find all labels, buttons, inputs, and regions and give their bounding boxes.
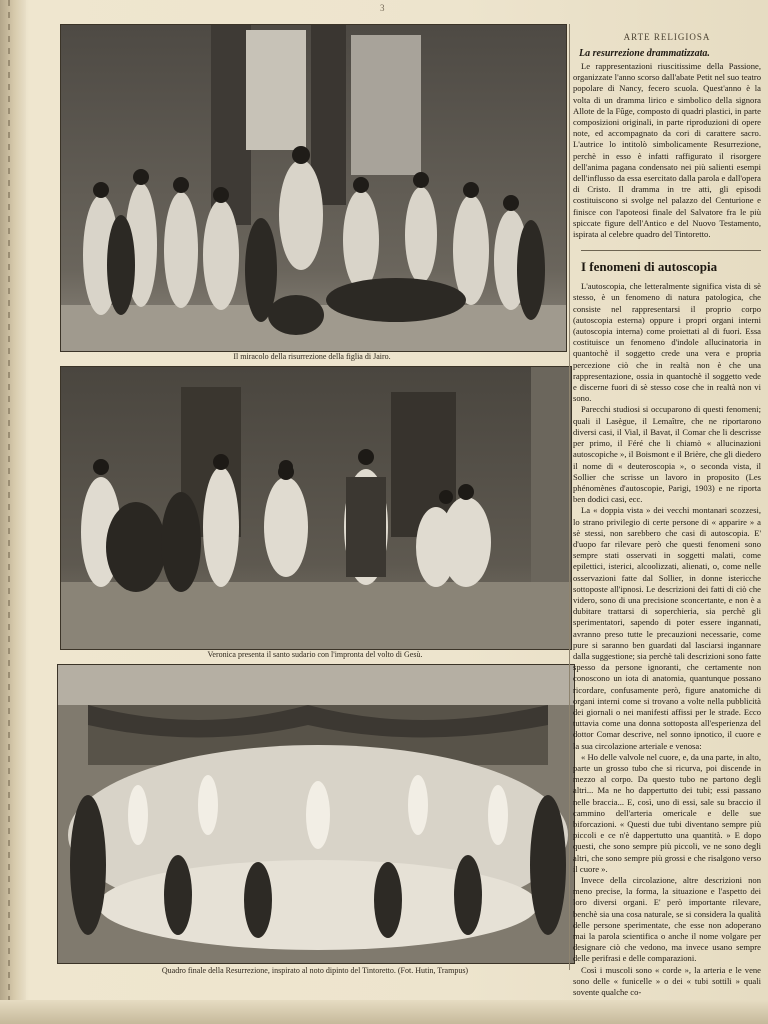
- stage-scene-veronica: [61, 367, 571, 649]
- page-bottom-edge: [0, 1000, 768, 1024]
- page-spine: [0, 0, 26, 1024]
- stage-scene-finale: [58, 665, 574, 963]
- article2-paragraph: L'autoscopia, che letteralmente significa vista di sè stesso, è un fenomeno di natura patologica, che consiste nel rappresentarsi il proprio corpo (autoscopia esterna) oppure i propri organi interni (autoscopia interna) come proiettati al di fuori. Essa costituisce un fenomeno d'indole allucinatoria in quantochè il soggetto crede una vera e propria percezione ciò che in realtà non è che una rappresentazione, ossia in quantochè il soggetto vede e discerne fuori di sè stesso cose che in realtà non vi sono.: [573, 281, 761, 404]
- photo-caption-veronica: Veronica presenta il santo sudario con l'impronta del volto di Gesù.: [207, 650, 423, 659]
- article2-paragraph: « Ho delle valvole nel cuore, e, da una parte, in alto, parte un grosso tubo che si ricurva, poi discende in mezzo al corpo. Da questo tubo ne partono degli altri... Ma ne ho dappertutto dei tubi; essi passano nelle braccia... E, così, uno di essi, sale su braccio il cammino dell'arteria omericale e delle sue biforcazioni. « Questi due tubi diventano sempre più piccoli e ce n'è dappertutto una quantità. » E dopo questi, che sono sempre più piccoli, ve ne sono degli altri, che sono sempre più grossi e che risalgono verso il cuore ».: [573, 751, 761, 874]
- photo-caption-finale: Quadro finale della Resurrezione, inspirato al noto dipinto del Tintoretto. (Fot. Hutin, Trampus): [161, 966, 469, 975]
- photo-caption-jairo: Il miracolo della risurrezione della figlia di Jairo.: [233, 352, 391, 361]
- article-body: Le rappresentazioni riuscitissime della Passione, organizzate l'anno scorso dall'abate Petit nel suo teatro popolare di Nancy, fecero scuola. Quest'anno è la volta di un dramma lirico e simbolico della signora Allote de la Fûge, composto di quadri plastici, in parte composizioni originali, in parte riproduzioni di opere note, ed accompagnato da cori di carattere sacro. L'autrice lo intitolò simbolicamente Resurrezione, perchè in esso è infatti raffigurato il risorgere dell'anima pagana condensato nei più salienti esempi dell'influsso da essa esercitato dalla parola e dall'opera di Cristo. Il dramma in tre atti, gli episodi costituiscono si svolge nel palazzo del Centurione e finisce con l'apoteosi finale del Salvatore fra le più spiccate figure dell'Antico e del Nuovo Testamento, ispirata al celebre quadro del Tintoretto.: [573, 61, 761, 240]
- photo-jairo: [60, 24, 567, 352]
- article2-heading: I fenomeni di autoscopia: [581, 250, 761, 275]
- photo-finale: [57, 664, 575, 964]
- article-headline: La resurrezione drammatizzata.: [579, 48, 710, 59]
- article2-paragraph: Così i muscoli sono « corde », la arteria e le vene sono delle « funicelle » o dei « tubi sottili » quali sovente qualche co-: [573, 964, 761, 998]
- article2-paragraph: La « doppia vista » dei vecchi montanari scozzesi, lo strano privilegio di certe persone di « apparire » a sè stessi, non sarebbero che casi di autoscopia. E' d'uopo far rilevare però che questi fenomeni sono sempre stati osservati in soggetti malati, come epilettici, isterici, alcoolizzati, alienati, o, come nelle osservazioni fatte dal Sollier, in donne istericche sottoposte all'ipnosi. Le descrizioni dei fatti di ciò che videro, sono di una precisione sconcertante, e non è a dubitare trattarsi di soperchieria, sia perchè gli sperimentatori, sapendo di poter essere ingannati, avranno preso tutte le precauzioni necessarie, come pure si saranno ben guardati dal lasciarsi ingannare dalla suggestione; sia perchè tali descrizioni sono fatte spesso da persone ignoranti, che certamente non conoscono un iota di anatomia, quantunque possano ricordare, confusamente però, figure anatomiche di organi interni come si trovano a volte nella pubblicità dei giornali o nei manifesti affissi per le strade. Ecco tuttavia come una donna sottoposta all'esperienza del dottor Comar descrive, nel sonno ipnotico, il cuore e la sua circolazione arteriale e venosa:: [573, 505, 761, 751]
- page-number: 3: [380, 3, 385, 13]
- article2-paragraph: Parecchi studiosi si occuparono di questi fenomeni; quali il Lasègue, il Lemaître, che ne riportarono diversi casi, il Vial, il Bavat, il Comar che li descrisse per primo, il Féré che li chiamò « allucinazioni autoscopiche », il Boismont e il Brière, che gli diedero il nome di « deuteroscopia », o seconda vista, il Sollier che scrisse un lavoro in proposito (Les phénomènes d'autoscopie, Parigi, 1903) e ne riporta ben dodici casi, ecc.: [573, 404, 761, 505]
- photo-veronica: [60, 366, 572, 650]
- stage-scene-jairo: [61, 25, 566, 351]
- text-column: [573, 24, 761, 998]
- column-divider: [569, 24, 570, 970]
- binding-stitch: [8, 0, 10, 1024]
- section-label: ARTE RELIGIOSA: [623, 32, 711, 42]
- article2-paragraph: Invece della circolazione, altre descrizioni non meno precise, la forma, la situazione e l'aspetto dei loro diversi organi. E' però importante rilevare, benchè sia una cosa naturale, se si considera la qualità delle persone sperimentate, che esse non adoperano mai la parola scientifica o anche il nome volgare per designare ciò che vedono, ma invece usano sempre delle perifrasi e delle comparazioni.: [573, 875, 761, 964]
